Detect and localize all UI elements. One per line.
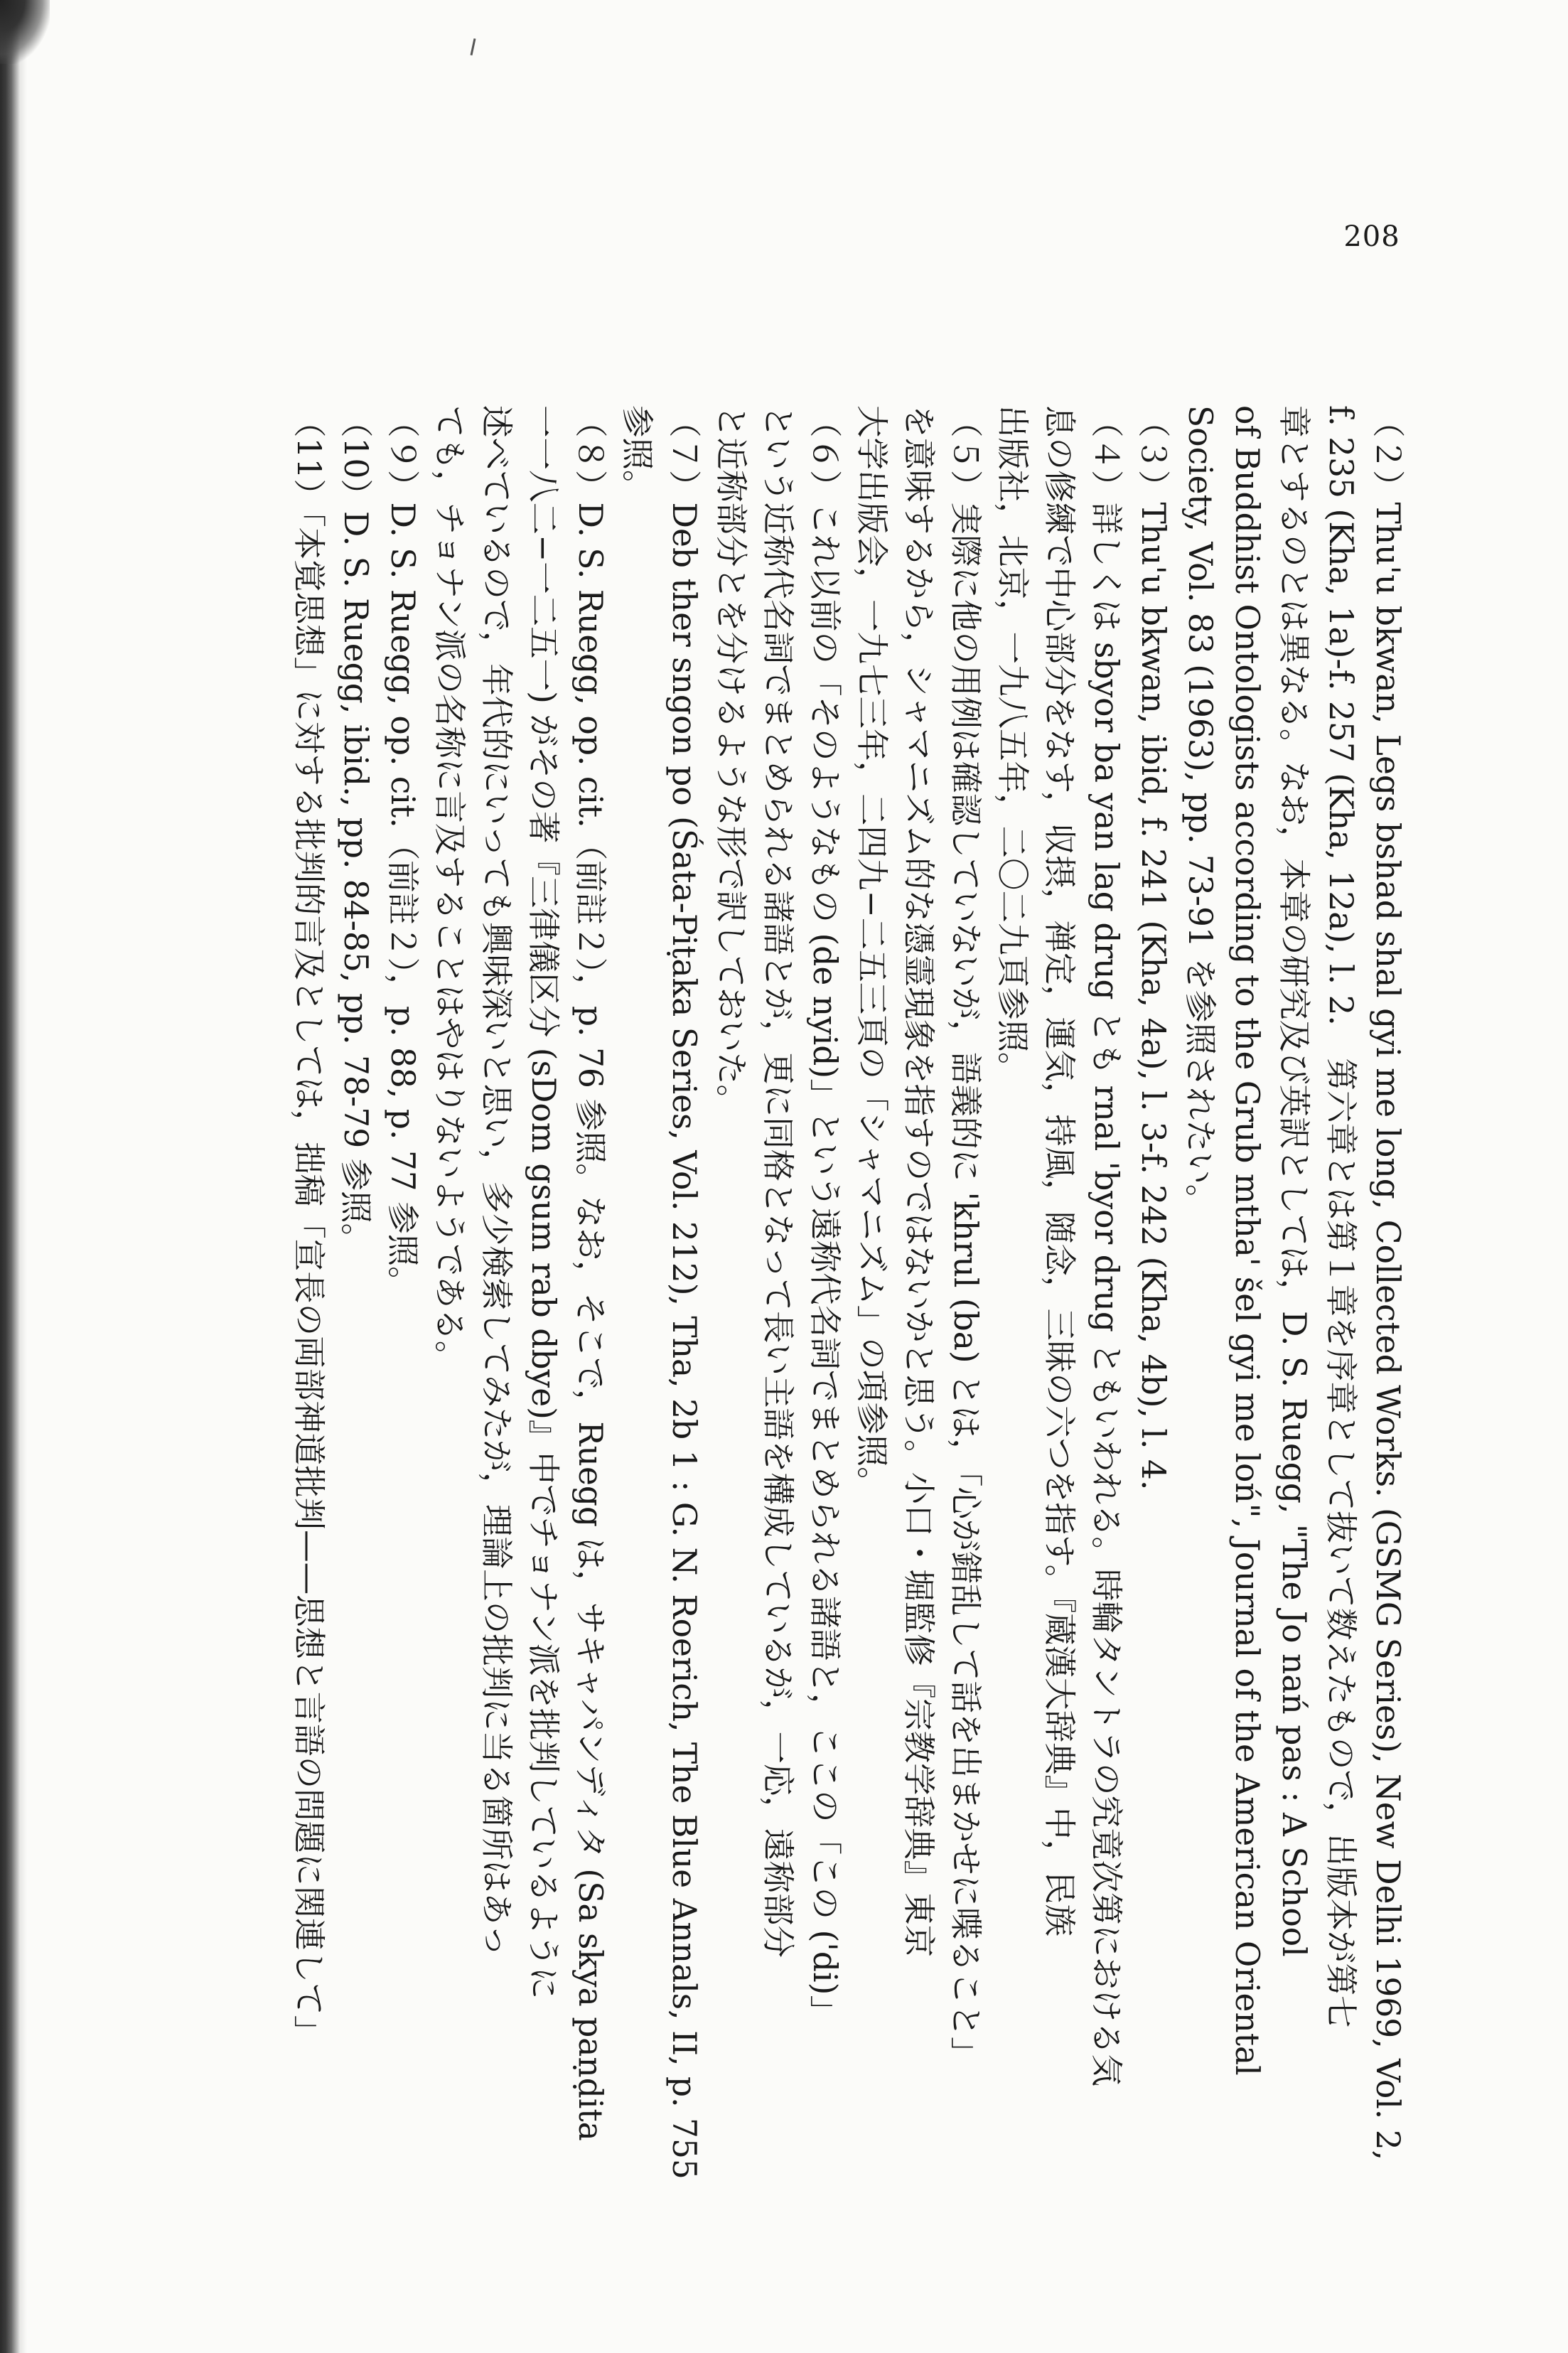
note-8-line-3: 述べているので，年代的にいっても興味深いと思い，多少検索してみたが，理論上の批判に当る箇所はあっ: [478, 405, 515, 1957]
page-number: 208: [1343, 220, 1400, 253]
note-11-line-1: （11）「本覚思想」に対する批判的言及としては，拙稿「宣長の両部神道批判——思想と言語の問題に関連して」: [290, 405, 328, 2048]
note-2-line-3: 章とするのとは異なる。なお，本章の研究及び英訳としては，D. S. Ruegg, "The Jo nań pas : A School: [1275, 405, 1313, 1957]
note-2-line-4: of Buddhist Ontologists according to the Grub mtha' šel gyi me loń", Journal of the American Oriental: [1228, 405, 1266, 2076]
note-6-line-2: という近称代名詞でまとめられる諸語とが，更に同格となって長い主語を構成しているが，一応，遠称部分: [759, 405, 797, 1958]
note-3-line-1: （３）Thu'u bkwan, ibid, f. 241 (Kha, 4a), l. 3-f. 242 (Kha, 4b), l. 4.: [1134, 405, 1172, 1491]
note-7-line-1: （７）Deb ther sngon po (Śata-Piṭaka Series, Vol. 212), Tha, 2b 1 : G. N. Roerich, The Blue Annals, II, p. 755: [665, 405, 703, 2180]
note-2-line-5: Society, Vol. 83 (1963), pp. 73-91 を参照されたい。: [1181, 405, 1219, 1217]
note-5-line-3: 大学出版会，一九七三年，二四九−二五三頁の「シャマニズム」の項参照。: [853, 405, 891, 1499]
note-6-line-1: （６）これ以前の「そのようなもの (de nyid)」という遠称代名詞でまとめられる諸語と，ここの「この ('di)」: [806, 405, 844, 2027]
note-2-line-2: f. 235 (Kha, 1a)-f. 257 (Kha, 12a), l. 2. 第六章とは第１章を序章として抜いて数えたもので，出版本が第七: [1322, 405, 1360, 2028]
note-10-line-1: （10）D. S. Ruegg, ibid., pp. 84-85, pp. 78-79 参照。: [337, 405, 375, 1256]
note-2-line-1: （２）Thu'u bkwan, Legs bshad shal gyi me long, Collected Works. (GSMG Series), New Delhi 1969, Vol. 2,: [1369, 405, 1407, 2161]
note-4-line-3: 出版社，北京，一九八五年，二〇二九頁参照。: [994, 405, 1031, 1085]
note-8-line-2: 一一八二−一二五一) がその著『三律儀区分 (sDom gsum rab dbye)』中でチョナン派を批判しているように: [525, 405, 562, 2000]
note-8-line-1: （８）D. S. Ruegg, op. cit.（前註２），p. 76 参照。なお，そこで，Ruegg は，サキャパンディタ (Sa skya paṇḍita: [571, 405, 609, 2141]
note-5-line-1: （５）実際に他の用例は確認していないが，語義的に 'khrul (ba) とは，「心が錯乱して話を出まかせに喋ること」: [947, 405, 984, 2069]
note-6-line-3: と近称部分とを分けるような形で訳しておいた。: [712, 405, 750, 1117]
footnotes-block: [174, 405, 1411, 2353]
note-5-line-2: を意味するから，シャマニズム的な憑霊現象を指すのではないかと思う。小口・堀監修『宗教学辞典』東京: [900, 405, 938, 1958]
stray-mark: [471, 38, 476, 55]
note-7-line-2: 参照。: [618, 405, 656, 503]
scan-corner-shadow: [0, 0, 50, 64]
scan-spine-shadow: [0, 0, 27, 2353]
note-4-line-1: （４）詳しくは sbyor ba yan lag drug とも rnal 'byor drug ともいわれる。時輪タントラの究竟次第における気: [1088, 405, 1125, 2086]
note-4-line-2: 息の修練で中心部分をなす，収摂，禅定，運気，持風，随念，三昧の六つを指す。『蔵漢大辞典』中，民族: [1041, 405, 1078, 1936]
note-8-line-4: ても，チョナン派の名称に言及することはやはりないようである。: [431, 405, 468, 1373]
note-9-line-1: （９）D. S. Ruegg, op. cit.（前註２），p. 88, p. 77 参照。: [384, 405, 421, 1299]
